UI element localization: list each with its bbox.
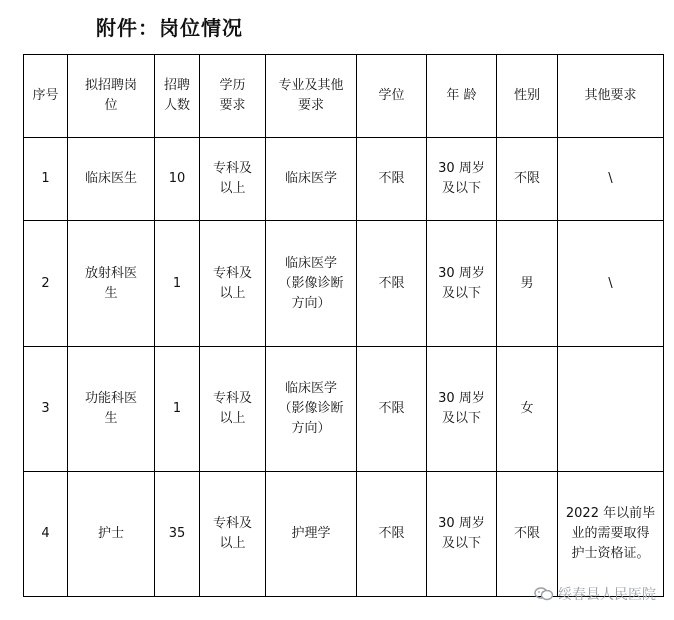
header-cell-education [200,55,266,138]
cell-text: 临床医学 （影像诊断 方向） [278,255,344,311]
cell-position [68,347,155,472]
cell-degree [357,138,427,221]
cell-text: 临床医学 [284,171,337,186]
cell-text: 临床医学 （影像诊断 方向） [278,381,344,436]
cell-position [68,221,155,347]
header-text: 性别 [513,88,540,103]
cell-other [558,138,664,221]
header-cell-age [427,55,497,138]
cell-position [68,472,155,597]
cell-gender [497,472,558,597]
cell-headcount [155,472,200,597]
cell-text: 35 [168,526,186,541]
header-text: 学位 [378,88,405,103]
cell-index [24,138,68,221]
cell-major [266,138,357,221]
table-row [24,347,664,472]
cell-text: 1 [172,401,182,416]
cell-degree [357,472,427,597]
header-text: 学历 要求 [219,78,246,113]
cell-text: 30 周岁 及以下 [438,391,485,426]
positions-table [23,54,664,597]
cell-headcount [155,347,200,472]
cell-age [427,347,497,472]
header-text: 拟招聘岗 位 [84,78,137,113]
header-cell-degree [357,55,427,138]
header-cell-index [24,55,68,138]
cell-text: 10 [168,171,186,186]
cell-text: 1 [172,275,182,291]
cell-text: 专科及 以上 [212,265,252,301]
cell-education [200,138,266,221]
cell-text: 女 [520,401,534,416]
cell-age [427,221,497,347]
cell-text: 专科及 以上 [212,161,252,196]
header-cell-major [266,55,357,138]
cell-position [68,138,155,221]
cell-text: 不限 [378,401,405,416]
cell-major [266,472,357,597]
cell-text: 专科及 以上 [212,516,252,551]
cell-age [427,138,497,221]
cell-other [558,221,664,347]
cell-other [558,472,664,597]
table-row [24,221,664,347]
header-text: 专业及其他 要求 [278,78,344,113]
cell-text: 专科及 以上 [212,391,252,426]
page-title: 附件：岗位情况 [96,16,243,40]
cell-text: 不限 [378,275,405,291]
cell-other [558,347,664,472]
header-cell-gender [497,55,558,138]
cell-text: \ [608,171,613,186]
cell-education [200,221,266,347]
cell-headcount [155,138,200,221]
cell-text: 不限 [513,171,540,186]
header-cell-headcount [155,55,200,138]
cell-degree [357,347,427,472]
cell-headcount [155,221,200,347]
table-row [24,472,664,597]
cell-major [266,221,357,347]
cell-text: 4 [41,526,50,541]
watermark-text: 绥春县人民医院 [558,587,656,603]
cell-text: 不限 [513,526,540,541]
wechat-official-account-icon [534,586,554,602]
cell-education [200,472,266,597]
header-text: 年 龄 [446,88,477,103]
cell-age [427,472,497,597]
header-cell-other [558,55,664,138]
cell-text: 2 [41,275,50,291]
cell-major [266,347,357,472]
cell-text: 1 [41,171,50,186]
cell-index [24,347,68,472]
header-text: 其他要求 [584,88,637,103]
cell-text: 护理学 [291,526,331,541]
cell-text: \ [608,275,613,291]
header-cell-position [68,55,155,138]
header-text: 招聘 人数 [163,78,190,113]
cell-text: 30 周岁 及以下 [438,516,485,551]
cell-text: 临床医生 [84,171,137,186]
cell-text: 3 [41,401,50,416]
cell-text: 2022 年以前毕 业的需要取得 护士资格证。 [565,506,656,561]
cell-text: 男 [520,275,534,291]
table-row [24,138,664,221]
header-text: 序号 [32,88,59,103]
cell-gender [497,221,558,347]
cell-text: 护士 [97,526,124,541]
cell-index [24,472,68,597]
cell-gender [497,138,558,221]
cell-education [200,347,266,472]
cell-text: 30 周岁 及以下 [438,161,485,196]
cell-text: 放射科医 生 [84,265,137,301]
cell-gender [497,347,558,472]
cell-text: 不限 [378,526,405,541]
cell-index [24,221,68,347]
cell-text: 不限 [378,171,405,186]
cell-text: 功能科医 生 [84,391,137,426]
watermark [534,584,656,604]
cell-text: 30 周岁 及以下 [438,265,485,301]
table-header-row [24,55,664,138]
cell-degree [357,221,427,347]
